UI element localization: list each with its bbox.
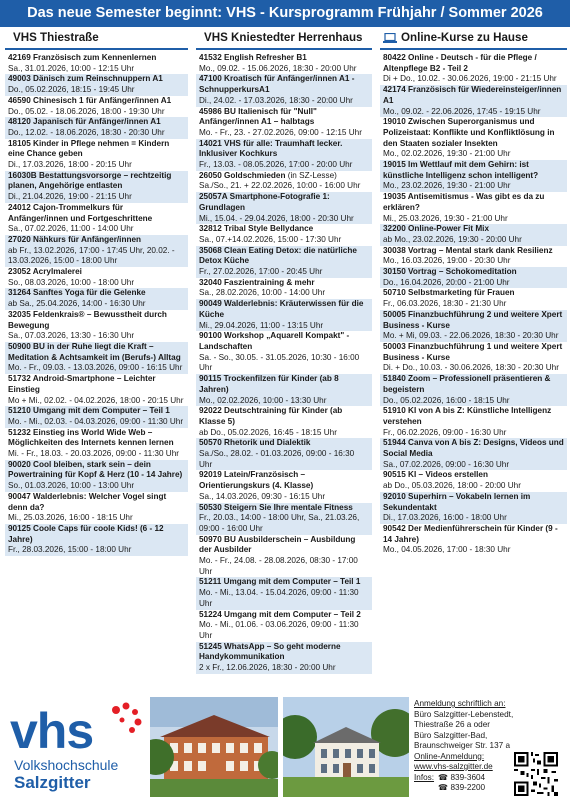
course-entry (5, 406, 188, 427)
course-title (383, 288, 564, 299)
course-title-text: 19035 Antisemitismus - Was gibt es da zu erklären? (383, 192, 545, 212)
course-date: Sa., 31.01.2026, 10:00 - 12:15 Uhr (8, 63, 135, 73)
course-title (8, 406, 185, 417)
course-entry (196, 503, 372, 535)
course-title (8, 267, 185, 278)
contact-line: Anmeldung schriftlich an: (414, 699, 506, 708)
course-date: Mo. - Mi., 02.03. - 04.03.2026, 09:00 - 11:30 Uhr (8, 416, 184, 426)
course-title (199, 192, 369, 213)
logo-line-2: Salzgitter (14, 773, 91, 792)
course-title (199, 299, 369, 320)
course-title-text: 92010 Superhirn – Vokabeln lernen im Sekundentakt (383, 491, 531, 512)
building-photo-herrenhaus (283, 697, 409, 797)
course-entry (196, 299, 372, 331)
course-title (383, 342, 564, 363)
course-title (199, 374, 369, 395)
course-date: Mo., 09.02. - 15.06.2026, 18:30 - 20:00 Uhr (199, 63, 357, 73)
course-entry (380, 438, 567, 470)
course-entry (380, 160, 567, 192)
course-entry (380, 117, 567, 160)
contact-line: Braunschweiger Str. 137 a (414, 741, 511, 750)
course-date: Fr., 28.03.2026, 15:00 - 18:00 Uhr (8, 545, 132, 555)
course-title-text: 19015 Im Wettlauf mit dem Gehirn: ist künstliche Intelligenz schon intelligent? (383, 160, 539, 180)
course-date: Sa. - So., 30.05. - 31.05.2026, 10:30 - 16:00 Uhr (199, 352, 360, 373)
phone-row (414, 773, 524, 784)
course-date: Sa., 07.03.2026, 13:30 - 16:30 Uhr (8, 331, 135, 341)
course-entry (5, 96, 188, 117)
course-date: ab Do., 05.02.2026, 16:45 - 18:15 Uhr (199, 427, 337, 437)
course-title-text: 90115 Trockenfilzen für Kinder (ab 8 Jahren) (199, 374, 339, 394)
course-entry (380, 342, 567, 374)
course-date: Do., 16.04.2026, 20:00 - 21:00 Uhr (383, 277, 510, 287)
course-title (8, 288, 185, 299)
course-entry (196, 107, 372, 139)
course-date: Sa., 07.+14.02.2026, 15:00 - 17:30 Uhr (199, 234, 342, 244)
course-date: Mi., 15.04. - 29.04.2026, 18:00 - 20:30 Uhr (199, 213, 354, 223)
course-title-text: 48120 Japanisch für Anfänger/innen A1 (8, 117, 161, 127)
course-title-text: 51840 Zoom – Professionell präsentieren & begeistern (383, 374, 551, 394)
course-title (199, 406, 369, 427)
course-entry (5, 53, 188, 74)
contact-line: Online-Anmeldung: (414, 751, 485, 761)
course-date: Sa., 14.03.2026, 09:30 - 16:15 Uhr (199, 491, 326, 501)
course-entry (380, 492, 567, 524)
course-title-text: 51245 WhatsApp – So geht moderne Handykommunikation (199, 641, 341, 662)
course-entry (5, 492, 188, 524)
course-entry (5, 460, 188, 492)
course-title (383, 246, 564, 257)
logo-line-1: Volkshochschule (14, 757, 119, 773)
course-date: So., 01.03.2026, 10:00 - 13:00 Uhr (8, 481, 135, 491)
course-title (383, 438, 564, 459)
course-title-text: 90100 Workshop „Aquarell Kompakt" - Landschaften (199, 331, 350, 351)
course-title-text: 23052 Acrylmalerei (8, 267, 82, 277)
course-title-text: 51944 Canva von A bis Z: Designs, Videos und Social Media (383, 438, 564, 459)
course-date: Sa./So., 28.02. - 01.03.2026, 09:00 - 16:30 Uhr (199, 449, 355, 469)
course-date: Mo. - Fr., 09.03. - 13.03.2026, 09:00 - 16:15 Uhr (8, 363, 183, 373)
course-title (383, 374, 564, 395)
course-date: Mo., 16.03.2026, 19:00 - 20:30 Uhr (383, 256, 511, 266)
course-title (199, 331, 369, 352)
course-title-text: 51732 Android-Smartphone – Leichter Einstieg (8, 374, 156, 394)
course-date: So., 08.03.2026, 10:00 - 18:00 Uhr (8, 277, 135, 287)
course-date: Mo., 23.02.2026, 19:30 - 21:00 Uhr (383, 181, 511, 191)
course-date: Do., 12.02. - 18.06.2026, 18:30 - 20:30 Uhr (8, 127, 165, 137)
course-title-text: 51211 Umgang mit dem Computer – Teil 1 (199, 577, 361, 587)
column-heading: VHS Thiestraße (13, 31, 99, 44)
course-title-text: 42169 Französisch zum Kennenlernen (8, 53, 157, 62)
course-date: Fr., 20.03., 14:00 - 18:00 Uhr, Sa., 21.03.26, 09:00 - 16:00 Uhr (199, 513, 360, 533)
phone-1: ☎ 839-3604 (438, 772, 486, 782)
course-date: Mi., 25.03.2026, 19:30 - 21:00 Uhr (383, 213, 508, 223)
course-entry (196, 642, 372, 674)
course-title-text: 90542 Der Medienführerschein für Kinder (9 - 14 Jahre) (383, 523, 558, 544)
course-date: Do., 05.02.2026, 18:15 - 19:45 Uhr (8, 85, 135, 95)
course-title-text: 90020 Cool bleiben, stark sein – dein Powertraining für Kopf & Herz (10 - 14 Jahre) (8, 459, 183, 480)
course-date: Di + Do., 10.02. - 30.06.2026, 19:00 - 21:15 Uhr (383, 74, 557, 84)
course-title-text: 18105 Kinder in Pflege nehmen = Kindern eine Chance geben (8, 138, 170, 159)
course-title (199, 278, 369, 289)
course-date: 2 x Fr., 12.06.2026, 18:30 - 20:00 Uhr (199, 663, 336, 673)
column-online-kurse (380, 30, 567, 556)
course-date: Mo. - Fr., 24.08. - 28.08.2026, 08:30 - 17:00 Uhr (199, 556, 358, 576)
course-title (199, 171, 369, 182)
course-date: Do., 05.02.2026, 16:00 - 18:15 Uhr (383, 395, 510, 405)
qr-code-icon[interactable] (514, 752, 558, 796)
course-title (8, 235, 185, 246)
course-date: Mo. + Mi, 09.03. - 22.06.2026, 18:30 - 20:30 Uhr (383, 331, 559, 341)
course-title-text: 32812 Tribal Style Bellydance (199, 224, 314, 234)
course-entry (196, 224, 372, 245)
course-entry (196, 278, 372, 299)
column-heading: VHS Kniestedter Herrenhaus (204, 31, 363, 44)
course-entry (380, 524, 567, 556)
course-title-text: 32200 Online-Power Fit Mix (383, 224, 490, 234)
course-title (8, 74, 185, 85)
course-title-text: 30150 Vortrag – Schokomeditation (383, 267, 517, 277)
course-title (383, 224, 564, 235)
course-entry (5, 171, 188, 203)
course-title (383, 524, 564, 545)
column-kniestedter-herrenhaus (196, 30, 372, 674)
course-title (383, 160, 564, 181)
building-photo-thiestrasse (150, 697, 278, 797)
course-entry (5, 310, 188, 342)
course-list (196, 53, 372, 674)
course-date: Mi. - Fr., 18.03. - 20.03.2026, 09:00 - 11:30 Uhr (8, 449, 179, 459)
course-date: Di., 21.04.2026, 19:00 - 21:15 Uhr (8, 192, 132, 202)
course-date: Di., 24.02. - 17.03.2026, 18:30 - 20:00 Uhr (199, 95, 353, 105)
course-title-text: 50530 Steigern Sie Ihre mentale Fitness (199, 502, 353, 512)
contact-line: Büro Salzgitter-Bad, (414, 730, 488, 740)
course-title-text: 16030B Bestattungsvorsorge – rechtzeitig planen, Angehörige entlasten (8, 170, 172, 191)
course-title-text: 50003 Finanzbuchführung 1 und weitere Xpert Business - Kurse (383, 341, 563, 362)
course-title (8, 96, 185, 107)
phone-2: ☎ 839-2200 (438, 783, 486, 792)
course-title-text: 92019 Latein/Französisch – Orientierungskurs (4. Klasse) (199, 470, 314, 491)
course-title (383, 267, 564, 278)
course-entry (196, 577, 372, 609)
course-entry (380, 53, 567, 85)
divider (5, 48, 188, 50)
course-title-text: 31264 Sanftes Yoga für die Gelenke (8, 288, 146, 298)
course-entry (380, 246, 567, 267)
course-entry (5, 235, 188, 267)
course-title (8, 203, 185, 224)
course-entry (5, 524, 188, 556)
course-date: Mo., 02.02.2026, 19:30 - 21:00 Uhr (383, 149, 511, 159)
course-list (5, 53, 188, 556)
course-date: Di., 17.03.2026, 16:00 - 18:00 Uhr (383, 513, 507, 523)
contact-block (414, 699, 524, 794)
course-date: Mo. - Fr., 23. - 27.02.2026, 09:00 - 12:15 Uhr (199, 127, 362, 137)
column-thiestrasse (5, 30, 188, 556)
course-title (8, 342, 185, 363)
course-title-text: 47100 Kroatisch für Anfänger/innen A1 - SchnupperkursA1 (199, 74, 355, 95)
course-title (199, 224, 369, 235)
course-entry (380, 406, 567, 438)
course-title (8, 310, 185, 331)
course-entry (5, 428, 188, 460)
course-title (383, 406, 564, 427)
course-title (8, 374, 185, 395)
infos-label: Infos: (414, 772, 435, 782)
course-entry (5, 117, 188, 138)
course-date: Mi., 29.04.2026, 11:00 - 13:15 Uhr (199, 320, 324, 330)
course-date: Mo. - Mi., 01.06. - 03.06.2026, 09:00 - 11:30 Uhr (199, 620, 359, 640)
logo-dots-icon (108, 700, 146, 750)
course-title (383, 85, 564, 106)
course-title (383, 117, 564, 149)
course-date: Mo., 09.02. - 22.06.2026, 17:45 - 19:15 Uhr (383, 106, 541, 116)
course-title (8, 492, 185, 513)
course-entry (5, 342, 188, 374)
course-title (383, 192, 564, 213)
course-title (199, 470, 369, 491)
course-title-text: 90515 KI – Videos erstellen (383, 470, 488, 480)
course-title-text: 49003 Dänisch zum Reinschnuppern A1 (8, 74, 163, 84)
course-entry (380, 374, 567, 406)
course-entry (196, 139, 372, 171)
course-date: ab Do., 05.03.2026, 18:00 - 20:00 Uhr (383, 481, 521, 491)
course-title (199, 438, 369, 449)
course-entry (196, 331, 372, 374)
course-entry (196, 610, 372, 642)
contact-line: Büro Salzgitter-Lebenstedt, (414, 709, 514, 719)
course-title (8, 117, 185, 128)
course-title-text: 92022 Deutschtraining für Kinder (ab Klasse 5) (199, 406, 343, 426)
course-title (199, 107, 369, 128)
divider (380, 48, 567, 50)
course-date: Sa., 28.02.2026, 10:00 - 14:00 Uhr (199, 288, 326, 298)
course-title-text: 19010 Zwischen Superorganismus und Polizeistaat: Konflikte und Konfliktlösung in den Staaten sozialer Insekten (383, 117, 555, 148)
course-entry (196, 535, 372, 578)
course-entry (196, 406, 372, 438)
course-date: Sa./So., 21. + 22.02.2026, 10:00 - 16:00 Uhr (199, 181, 361, 191)
course-entry (196, 74, 372, 106)
course-title-text: 51232 Einstieg ins World Wide Web – Möglichkeiten des Internets kennen lernen (8, 427, 174, 448)
course-entry (5, 267, 188, 288)
course-title-text: 51210 Umgang mit dem Computer – Teil 1 (8, 406, 170, 416)
course-title-text: 50005 Finanzbuchführung 2 und weitere Xpert Business - Kurse (383, 309, 563, 330)
course-date: Mo. - Mi., 13.04. - 15.04.2026, 09:00 - 11:30 Uhr (199, 588, 359, 608)
course-title (8, 524, 185, 545)
course-title-text: 41532 English Refresher B1 (199, 53, 307, 62)
course-title-text: 51910 KI von A bis Z: Künstliche Intelligenz verstehen (383, 406, 552, 426)
course-date: Do., 05.02. - 18.06.2026, 18:00 - 19:30 Uhr (8, 106, 165, 116)
course-date: Sa., 07.02.2026, 09:00 - 16:30 Uhr (383, 459, 510, 469)
course-title-text: 26050 Goldschmieden (199, 170, 286, 180)
course-entry (196, 246, 372, 278)
course-entry (196, 171, 372, 192)
vhs-logo-text: vhs (10, 703, 94, 759)
laptop-icon (383, 33, 397, 43)
course-date: Fr., 13.03. - 08.05.2026, 17:00 - 20:00 Uhr (199, 160, 353, 170)
course-title-text: 50710 Selbstmarketing für Frauen (383, 288, 515, 298)
course-entry (5, 74, 188, 95)
course-title-text: 32035 Feldenkrais® – Bewusstheit durch Bewegung (8, 309, 167, 330)
course-title-text: 90049 Walderlebnis: Kräuterwissen für die Küche (199, 299, 364, 319)
course-date: ab Mo., 23.02.2026, 19:30 - 20:00 Uhr (383, 234, 522, 244)
course-title-text: 51224 Umgang mit dem Computer – Teil 2 (199, 609, 361, 619)
course-title-text: 14021 VHS für alle: Traumhaft lecker. Inklusiver Kochkurs (199, 138, 343, 159)
course-title (199, 535, 369, 556)
course-entry (380, 224, 567, 245)
contact-line: Thiestraße 26 a oder (414, 720, 491, 729)
course-entry (196, 438, 372, 470)
course-date: Fr., 06.02.2026, 09:00 - 16:30 Uhr (383, 427, 507, 437)
course-entry (5, 288, 188, 309)
course-title (8, 460, 185, 481)
course-date: Fr., 06.03.2026, 18:30 - 21:30 Uhr (383, 299, 507, 309)
column-heading: Online-Kurse zu Hause (401, 31, 528, 44)
course-entry (5, 203, 188, 235)
course-date: Mo., 02.02.2026, 10:00 - 13:30 Uhr (199, 395, 327, 405)
course-list (380, 53, 567, 556)
course-date: Mi., 25.03.2026, 16:00 - 18:15 Uhr (8, 513, 133, 523)
course-title-text: 24012 Cajon-Trommelkurs für Anfänger/innen und Fortgeschrittene (8, 202, 153, 223)
course-title (199, 53, 369, 64)
course-title (383, 470, 564, 481)
course-entry (380, 85, 567, 117)
course-note: (in SZ-Lesse) (287, 170, 337, 180)
course-title-text: 90125 Coole Caps für coole Kids! (6 - 12 Jahre) (8, 523, 164, 544)
page-header: Das neue Semester beginnt: VHS - Kursprogramm Frühjahr / Sommer 2026 (0, 0, 570, 27)
course-entry (380, 310, 567, 342)
course-entry (5, 139, 188, 171)
course-title (199, 74, 369, 95)
course-title (8, 428, 185, 449)
course-date: Mo + Mi., 02.02. - 04.02.2026, 18:00 - 20:15 Uhr (8, 395, 184, 405)
course-date: ab Sa., 25.04.2026, 14:00 - 16:30 Uhr (8, 299, 146, 309)
course-title-text: 50900 BU in der Ruhe liegt die Kraft – Meditation & Achtsamkeit im (Berufs-) Alltag (8, 341, 181, 362)
course-title (383, 53, 564, 74)
course-title (8, 139, 185, 160)
course-title-text: 50970 BU Ausbilderschein – Ausbildung der Ausbilder (199, 534, 356, 555)
course-date: ab Fr., 13.02.2026, 17:00 - 17:45 Uhr, 20.02. - 13.03.2026, 15:00 - 18:00 Uhr (8, 245, 175, 266)
course-entry (380, 288, 567, 309)
course-title-text: 46590 Chinesisch 1 für Anfänger/innen A1 (8, 95, 172, 105)
column-heading-row (380, 30, 567, 45)
course-title-text: 45986 BU Italienisch für "Null" Anfänger/innen A1 – halbtags (199, 106, 317, 127)
course-entry (380, 267, 567, 288)
course-entry (196, 192, 372, 224)
course-entry (380, 470, 567, 491)
course-title-text: 42174 Französisch für Wiedereinsteiger/innen A1 (383, 85, 562, 105)
course-title-text: 50570 Rhetorik und Dialektik (199, 438, 311, 448)
course-title-text: 27020 Nähkurs für Anfänger/innen (8, 234, 142, 244)
course-title (8, 53, 185, 64)
course-title-text: 30038 Vortrag – Mental stark dank Resilienz (383, 245, 553, 255)
course-title-text: 90047 Walderlebnis: Welcher Vogel singt denn da? (8, 491, 167, 512)
course-title (199, 610, 369, 621)
website-link[interactable]: www.vhs-salzgitter.de (414, 762, 493, 771)
course-entry (380, 192, 567, 224)
course-entry (196, 470, 372, 502)
divider (196, 48, 372, 50)
course-date: Mo., 04.05.2026, 17:00 - 18:30 Uhr (383, 545, 511, 555)
course-title-text: 25057A Smartphone-Fotografie 1: Grundlagen (199, 192, 330, 212)
course-title-text: 32040 Faszientraining & mehr (199, 277, 315, 287)
course-date: Sa., 07.02.2026, 11:00 - 14:00 Uhr (8, 224, 134, 234)
course-title (383, 492, 564, 513)
course-title-text: 35068 Clean Eating Detox: die natürliche Detox Küche (199, 245, 357, 266)
course-entry (5, 374, 188, 406)
course-title (199, 577, 369, 588)
course-date: Di., 17.03.2026, 18:00 - 20:15 Uhr (8, 160, 132, 170)
course-entry (196, 53, 372, 74)
course-title (199, 246, 369, 267)
course-title (383, 310, 564, 331)
course-title (199, 642, 369, 663)
course-date: Di. + Do., 10.03. - 30.06.2026, 18:30 - 20:30 Uhr (383, 363, 559, 373)
course-title-text: 80422 Online - Deutsch - für die Pflege / Altenpflege B2 - Teil 2 (383, 53, 537, 73)
course-title (199, 503, 369, 514)
course-entry (196, 374, 372, 406)
course-date: Fr., 27.02.2026, 17:00 - 20:45 Uhr (199, 267, 323, 277)
course-title (199, 139, 369, 160)
course-title (8, 171, 185, 192)
